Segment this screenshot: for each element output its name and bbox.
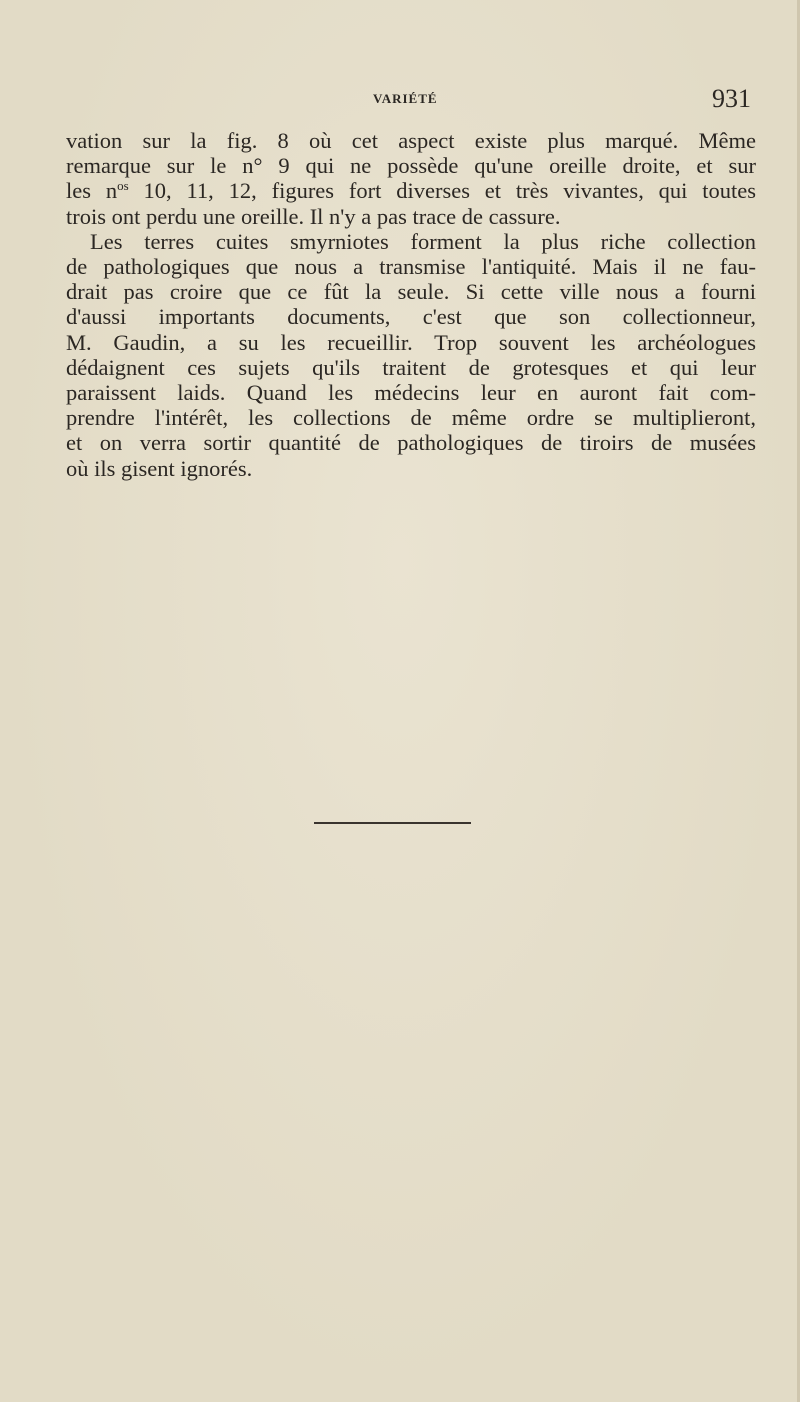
text-line (66, 178, 756, 203)
text-line: remarque sur le n° 9 qui ne possède qu'une oreille droite, et sur (66, 153, 756, 179)
text-fragment: 10, 11, 12, figures fort diverses et très vivantes, qui toutes (128, 178, 756, 204)
text-line: d'aussi importants documents, c'est que son collectionneur, (66, 304, 756, 330)
running-head: VARIÉTÉ (373, 91, 438, 106)
body-text (66, 128, 756, 481)
page-number: 931 (712, 84, 751, 113)
text-line: prendre l'intérêt, les collections de même ordre se multiplieront, (66, 405, 756, 431)
end-rule (314, 822, 471, 824)
text-line: drait pas croire que ce fût la seule. Si cette ville nous a fourni (66, 279, 756, 305)
text-line: où ils gisent ignorés. (66, 455, 253, 481)
text-fragment: les n (66, 178, 118, 204)
text-line: paraissent laids. Quand les médecins leur en auront fait com- (66, 380, 756, 406)
text-line: de pathologiques que nous a transmise l'antiquité. Mais il ne fau- (66, 254, 756, 280)
text-line: dédaignent ces sujets qu'ils traitent de grotesques et qui leur (66, 354, 756, 380)
text-line: M. Gaudin, a su les recueillir. Trop souvent les archéologues (66, 329, 756, 355)
text-line: trois ont perdu une oreille. Il n'y a pas trace de cassure. (66, 203, 561, 229)
superscript: os (117, 178, 129, 194)
text-line: vation sur la fig. 8 où cet aspect existe plus marqué. Même (66, 128, 756, 153)
text-line: et on verra sortir quantité de pathologiques de tiroirs de musées (66, 430, 756, 456)
text-line: Les terres cuites smyrniotes forment la plus riche collection (90, 228, 756, 254)
